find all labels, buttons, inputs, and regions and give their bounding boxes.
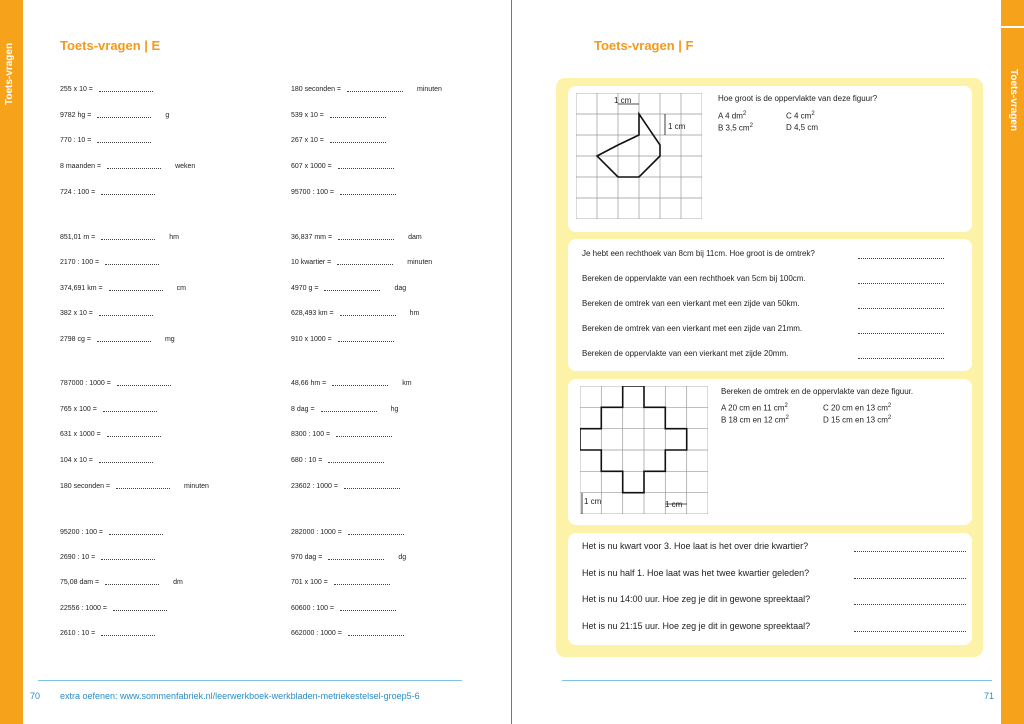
answer-unit: hm (409, 310, 420, 317)
exercise-row (291, 189, 402, 196)
time-question: Het is nu kwart voor 3. Hoe laat is het over drie kwartier? (582, 541, 809, 551)
exercise-row (60, 310, 159, 317)
exercise-question: 267 x 10 = (291, 137, 324, 144)
answer-blank[interactable] (101, 630, 155, 636)
answer-blank[interactable] (113, 605, 167, 611)
exercise-row (291, 380, 412, 387)
answer-blank[interactable] (107, 431, 161, 437)
perimeter-question: Je hebt een rechthoek van 8cm bij 11cm. Hoe groot is de omtrek? (582, 249, 815, 258)
answer-blank[interactable] (340, 605, 396, 611)
exercise-question: 23602 : 1000 = (291, 483, 338, 490)
answer-blank[interactable] (101, 234, 155, 240)
answer-blank[interactable] (336, 431, 392, 437)
exercise-question: 628,493 km = (291, 310, 334, 317)
question-card-cross (568, 379, 972, 525)
exercise-row (60, 605, 173, 612)
exercise-row (291, 457, 390, 464)
answer-blank[interactable] (338, 234, 394, 240)
right-page-heading: Toets-vragen | F (594, 38, 694, 53)
exercise-question: 8300 : 100 = (291, 431, 331, 438)
exercise-question: 382 x 10 = (60, 310, 93, 317)
exercise-question: 724 : 100 = (60, 189, 96, 196)
exercise-row (60, 406, 163, 413)
answer-blank[interactable] (107, 163, 161, 169)
answer-blank[interactable] (858, 283, 944, 284)
answer-blank[interactable] (858, 258, 944, 259)
exercise-question: 662000 : 1000 = (291, 630, 342, 637)
exercise-question: 374,691 km = (60, 285, 103, 292)
exercise-row (291, 259, 432, 266)
q3-option-a[interactable]: A 20 cm en 11 $cm^2$ (721, 403, 788, 413)
exercise-row (60, 285, 186, 292)
answer-blank[interactable] (340, 310, 396, 316)
answer-blank[interactable] (97, 137, 151, 143)
exercise-row (60, 579, 183, 586)
exercise-question: 910 x 1000 = (291, 336, 332, 343)
answer-blank[interactable] (338, 336, 394, 342)
answer-blank[interactable] (321, 406, 377, 412)
answer-blank[interactable] (337, 259, 393, 265)
exercise-row (291, 579, 396, 586)
q1-option-c[interactable]: C 4 $cm^2$ (786, 111, 815, 121)
exercise-question: 48,66 hm = (291, 380, 327, 387)
exercise-row (60, 137, 157, 144)
answer-unit: dam (408, 234, 422, 241)
left-page-number: 70 (30, 691, 41, 701)
grid-label-top: 1 cm (614, 96, 632, 105)
exercise-question: 2170 : 100 = (60, 259, 100, 266)
answer-blank[interactable] (334, 579, 390, 585)
exercise-question: 851,01 m = (60, 234, 96, 241)
cross-figure-grid (580, 386, 708, 514)
perimeter-question: Bereken de omtrek van een vierkant met een zijde van 21mm. (582, 324, 803, 333)
answer-blank[interactable] (858, 358, 944, 359)
answer-blank[interactable] (338, 163, 394, 169)
exercise-question: 95200 : 100 = (60, 529, 104, 536)
time-question: Het is nu 21:15 uur. Hoe zeg je dit in gewone spreektaal? (582, 620, 811, 631)
q3-question: Bereken de omtrek en de oppervlakte van deze figuur. (721, 387, 914, 396)
exercise-row (60, 112, 169, 119)
exercise-question: 180 seconden = (60, 483, 111, 490)
perimeter-question: Bereken de omtrek van een vierkant met een zijde van 50km. (582, 299, 800, 308)
exercise-row (291, 406, 398, 413)
answer-blank[interactable] (340, 189, 396, 195)
question-card-perimeter (568, 239, 972, 371)
exercise-row (60, 380, 177, 387)
exercise-question: 631 x 1000 = (60, 431, 101, 438)
question-card-time (568, 533, 972, 645)
answer-blank[interactable] (347, 86, 403, 92)
left-sidebar-tab (0, 0, 23, 724)
footer-link[interactable]: extra oefenen: www.sommenfabriek.nl/leerwerkboek-werkbladen-metriekestelsel-groep5-6 (60, 691, 420, 701)
left-page-heading: Toets-vragen | E (60, 38, 161, 53)
answer-blank[interactable] (109, 529, 163, 535)
exercise-row (291, 86, 442, 93)
answer-unit: minuten (407, 259, 433, 266)
answer-blank[interactable] (97, 336, 151, 342)
answer-blank[interactable] (344, 483, 400, 489)
answer-blank[interactable] (105, 259, 159, 265)
exercise-row (60, 431, 167, 438)
exercise-row (291, 163, 400, 170)
exercise-question: 607 x 1000 = (291, 163, 332, 170)
right-page (512, 0, 1024, 724)
grid-label-side: 1 cm (668, 122, 686, 131)
answer-blank[interactable] (116, 483, 170, 489)
answer-blank[interactable] (348, 630, 404, 636)
q1-question: Hoe groot is de oppervlakte van deze figuur? (718, 94, 878, 103)
exercise-question: 680 : 10 = (291, 457, 323, 464)
exercise-question: 8 maanden = (60, 163, 102, 170)
answer-blank[interactable] (858, 333, 944, 334)
exercise-row (291, 234, 422, 241)
answer-blank[interactable] (854, 631, 966, 632)
exercise-question: 60600 : 100 = (291, 605, 335, 612)
exercise-row (291, 336, 400, 343)
answer-unit: g (165, 112, 170, 119)
answer-blank[interactable] (117, 380, 171, 386)
answer-blank[interactable] (109, 285, 163, 291)
exercise-row (291, 137, 392, 144)
answer-blank[interactable] (99, 86, 153, 92)
exercise-row (60, 554, 161, 561)
right-sidebar-tab (1001, 28, 1024, 724)
answer-unit: cm (176, 285, 186, 292)
answer-blank[interactable] (854, 551, 966, 552)
answer-blank[interactable] (99, 457, 153, 463)
exercise-question: 765 x 100 = (60, 406, 97, 413)
answer-unit: hm (169, 234, 179, 241)
exercise-question: 36,837 mm = (291, 234, 333, 241)
answer-unit: km (402, 380, 412, 387)
exercise-row (291, 285, 406, 292)
exercise-question: 104 x 10 = (60, 457, 93, 464)
cross-label-bottom: 1 cm (665, 500, 683, 509)
answer-unit: mg (164, 336, 175, 343)
right-side-title: Toets-vragen (1008, 69, 1019, 132)
answer-blank[interactable] (101, 554, 155, 560)
q1-option-b[interactable]: B 3,5 $cm^2$ (718, 123, 753, 133)
exercise-question: 22556 : 1000 = (60, 605, 107, 612)
exercise-question: 282000 : 1000 = (291, 529, 342, 536)
right-page-number: 71 (984, 691, 995, 701)
exercise-question: 9782 hg = (60, 112, 92, 119)
exercise-row (60, 336, 175, 343)
answer-blank[interactable] (330, 112, 386, 118)
exercise-question: 180 seconden = (291, 86, 342, 93)
perimeter-question: Bereken de oppervlakte van een rechthoek van 5cm bij 100cm. (582, 274, 806, 283)
exercise-question: 95700 : 100 = (291, 189, 335, 196)
exercise-row (291, 630, 410, 637)
exercise-question: 2690 : 10 = (60, 554, 96, 561)
perimeter-question: Bereken de oppervlakte van een vierkant met zijde 20mm. (582, 349, 789, 358)
answer-unit: minuten (417, 86, 442, 93)
answer-blank[interactable] (105, 579, 159, 585)
question-card-area (568, 86, 972, 232)
exercise-row (291, 605, 402, 612)
exercise-question: 8 dag = (291, 406, 315, 413)
exercise-row (60, 189, 161, 196)
exercise-question: 75,08 dam = (60, 579, 100, 586)
right-tab-stub (1001, 0, 1024, 26)
answer-unit: weken (175, 163, 196, 170)
exercise-row (291, 431, 398, 438)
q1-option-d[interactable]: D 4,5 cm (786, 123, 819, 132)
exercise-question: 4970 g = (291, 285, 319, 292)
q3-option-b[interactable]: B 18 cm en 12 $cm^2$ (721, 415, 789, 425)
q1-option-a[interactable]: A 4 $dm^2$ (718, 111, 747, 121)
answer-blank[interactable] (858, 308, 944, 309)
question-panel (556, 78, 983, 657)
answer-blank[interactable] (97, 112, 151, 118)
answer-unit: dg (398, 554, 407, 561)
left-side-title: Toets-vragen (4, 42, 15, 105)
exercise-question: 970 dag = (291, 554, 323, 561)
exercise-question: 255 x 10 = (60, 86, 93, 93)
answer-blank[interactable] (324, 285, 380, 291)
answer-blank[interactable] (328, 457, 384, 463)
answer-unit: dm (173, 579, 183, 586)
answer-blank[interactable] (103, 406, 157, 412)
exercise-row (60, 234, 179, 241)
answer-blank[interactable] (101, 189, 155, 195)
exercise-question: 2610 : 10 = (60, 630, 96, 637)
answer-unit: minuten (184, 483, 209, 490)
exercise-question: 2798 cg = (60, 336, 91, 343)
area-figure-grid (576, 93, 702, 219)
answer-blank[interactable] (854, 578, 966, 579)
exercise-question: 701 x 100 = (291, 579, 328, 586)
left-page (0, 0, 511, 724)
exercise-row (60, 483, 209, 490)
exercise-row (60, 163, 195, 170)
time-question: Het is nu 14:00 uur. Hoe zeg je dit in gewone spreektaal? (582, 594, 811, 604)
q3-option-d[interactable]: D 15 cm en 13 $cm^2$ (823, 415, 892, 425)
footer-rule (562, 680, 992, 681)
exercise-row (60, 630, 161, 637)
exercise-question: 787000 : 1000 = (60, 380, 111, 387)
exercise-question: 10 kwartier = (291, 259, 332, 266)
exercise-row (291, 483, 406, 490)
footer-rule (38, 680, 462, 681)
exercise-row (60, 86, 159, 93)
exercise-question: 539 x 10 = (291, 112, 324, 119)
answer-unit: hg (390, 406, 399, 413)
exercise-row (291, 310, 419, 317)
answer-blank[interactable] (99, 310, 153, 316)
cross-label-side: 1 cm (584, 497, 602, 506)
answer-blank[interactable] (328, 554, 384, 560)
time-question: Het is nu half 1. Hoe laat was het twee kwartier geleden? (582, 567, 810, 578)
exercise-row (291, 554, 406, 561)
exercise-row (60, 259, 165, 266)
answer-blank[interactable] (330, 137, 386, 143)
answer-blank[interactable] (348, 529, 404, 535)
answer-unit: dag (394, 285, 407, 292)
answer-blank[interactable] (332, 380, 388, 386)
cross-figure-shape (580, 386, 687, 493)
q3-option-c[interactable]: C 20 cm en 13 $cm^2$ (823, 403, 892, 413)
exercise-row (291, 112, 392, 119)
exercise-row (60, 529, 169, 536)
exercise-row (291, 529, 410, 536)
exercise-row (60, 457, 159, 464)
exercise-question: 770 : 10 = (60, 137, 92, 144)
area-figure-shape (597, 114, 660, 177)
answer-blank[interactable] (854, 604, 966, 605)
